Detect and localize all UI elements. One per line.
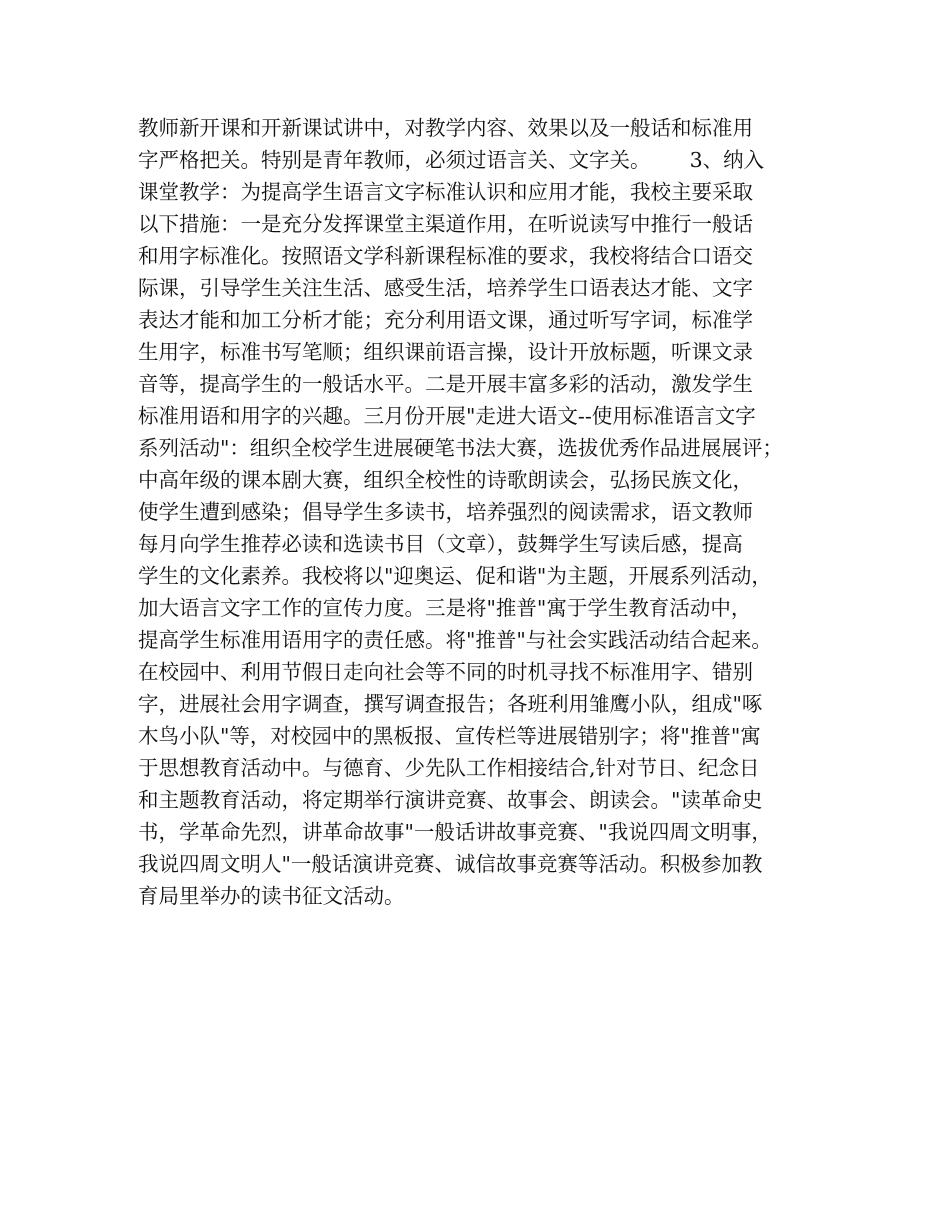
text-line: 在校园中、利用节假日走向社会等不同的时机寻找不标准用字、错别 [138, 660, 753, 684]
text-line: 于思想教育活动中。与德育、少先队工作相接结合,针对节日、纪念日 [138, 756, 760, 780]
text-line: 木鸟小队"等，对校园中的黑板报、宣传栏等进展错别字；将"推普"寓 [138, 724, 761, 748]
text-line: 学生的文化素养。我校将以"迎奥运、促和谐"为主题，开展系列活动， [138, 564, 772, 588]
text-line: 中高年级的课本剧大赛，组织全校性的诗歌朗读会，弘扬民族文化， [138, 468, 753, 492]
text-line: 书，学革命先烈，讲革命故事"一般话讲故事竞赛、"我说四周文明事， [138, 820, 772, 844]
text-line: 字，进展社会用字调查，撰写调查报告；各班利用雏鹰小队，组成"啄 [138, 692, 763, 716]
text-line: 使学生遭到感染；倡导学生多读书，培养强烈的阅读需求，语文教师 [138, 500, 753, 524]
text-line: 我说四周文明人"一般话演讲竞赛、诚信故事竞赛等活动。积极参加教 [138, 852, 763, 876]
text-line: 以下措施：一是充分发挥课堂主渠道作用，在听说读写中推行一般话 [138, 212, 753, 236]
text-line: 和用字标准化。按照语文学科新课程标准的要求，我校将结合口语交 [138, 244, 753, 268]
text-line: 生用字，标准书写笔顺；组织课前语言操，设计开放标题，听课文录 [138, 340, 753, 364]
text-line: 表达才能和加工分析才能；充分利用语文课，通过听写字词，标准学 [138, 308, 753, 332]
text-line: 提高学生标准用语用字的责任感。将"推普"与社会实践活动结合起来。 [138, 628, 772, 652]
text-line: 音等，提高学生的一般话水平。二是开展丰富多彩的活动，激发学生 [138, 372, 753, 396]
text-line: 加大语言文字工作的宣传力度。三是将"推普"寓于学生教育活动中， [138, 596, 752, 620]
text-line: 际课，引导学生关注生活、感受生活，培养学生口语表达才能、文字 [138, 276, 753, 300]
text-line: 教师新开课和开新课试讲中，对教学内容、效果以及一般话和标准用 [138, 116, 753, 140]
text-line: 育局里举办的读书征文活动。 [138, 884, 405, 908]
body-text [138, 112, 828, 912]
text-line: 标准用语和用字的兴趣。三月份开展"走进大语文--使用标准语言文字 [138, 404, 756, 428]
text-line: 每月向学生推荐必读和选读书目（文章），鼓舞学生写读后感，提高 [138, 532, 743, 556]
text-line: 和主题教育活动，将定期举行演讲竞赛、故事会、朗读会。"读革命史 [138, 788, 763, 812]
text-line: 课堂教学：为提高学生语言文字标准认识和应用才能，我校主要采取 [138, 180, 753, 204]
text-line: 字严格把关。特别是青年教师，必须过语言关、文字关。 3、纳入 [138, 148, 765, 172]
text-line: 系列活动"：组织全校学生进展硬笔书法大赛，选拔优秀作品进展展评； [138, 436, 783, 460]
